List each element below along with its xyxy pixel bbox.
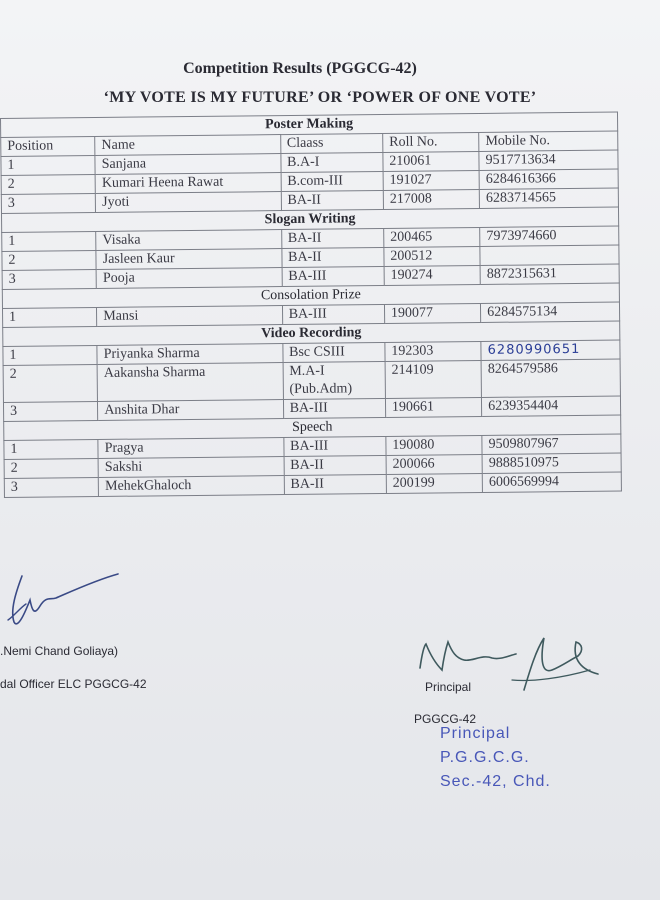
cell-mobile-no: 6239354404 (482, 396, 621, 416)
section-title-speech: Speech (4, 415, 621, 440)
cell-mobile-no: 7973974660 (480, 226, 619, 246)
cell-class: BA-III (282, 266, 385, 286)
cell-mobile-no: 6284616366 (479, 169, 618, 189)
cell-name: Visaka (96, 230, 282, 251)
cell-roll-no: 210061 (383, 151, 479, 171)
principal-college-label: PGGCG-42 (414, 712, 477, 726)
cell-position: 2 (3, 364, 98, 402)
cell-roll-no: 214109 (385, 360, 482, 398)
cell-class: BA-II (281, 228, 384, 248)
cell-position: 3 (4, 477, 98, 497)
cell-position: 3 (1, 194, 95, 214)
cell-class: BA-II (281, 190, 384, 210)
nodal-officer-designation: dal Officer ELC PGGCG-42 (0, 677, 147, 691)
principal-label: Principal (425, 680, 472, 694)
results-table-body (1, 112, 622, 497)
cell-name: Pooja (96, 268, 282, 289)
cell-name: Mansi (97, 306, 283, 327)
results-table (0, 112, 622, 498)
cell-mobile-no: 9888510975 (482, 453, 621, 473)
cell-position: 1 (4, 439, 98, 459)
cell-roll-no: 190077 (384, 303, 480, 323)
section-title-slogan-writing: Slogan Writing (2, 207, 619, 232)
section-title-consolation-prize: Consolation Prize (2, 283, 619, 308)
cell-class: BA-III (283, 436, 386, 456)
cell-position: 1 (3, 345, 97, 365)
cell-position: 1 (1, 156, 95, 176)
cell-position: 1 (2, 232, 96, 252)
nodal-officer-signature (0, 570, 130, 640)
cell-class: B.com-III (281, 171, 384, 191)
cell-name: Aakansha Sharma (97, 363, 283, 402)
cell-name: Sakshi (98, 457, 284, 478)
cell-class: Bsc CSIII (282, 342, 385, 362)
section-title-poster-making: Poster Making (1, 112, 618, 137)
cell-name: Sanjana (95, 154, 281, 175)
cell-name: Priyanka Sharma (97, 344, 283, 365)
cell-mobile-no: 6283714565 (479, 188, 618, 208)
cell-roll-no: 200512 (384, 246, 480, 266)
cell-mobile-no (480, 245, 619, 265)
cell-position: 2 (1, 175, 95, 195)
cell-name: Pragya (98, 438, 284, 459)
cell-class: BA-II (284, 474, 387, 494)
cell-roll-no: 191027 (383, 170, 479, 190)
cell-mobile-no: 9509807967 (482, 434, 621, 454)
principal-stamp (440, 722, 551, 794)
cell-roll-no: 190661 (385, 397, 481, 417)
cell-class: M.A-I (Pub.Adm) (283, 361, 386, 399)
cell-name: MehekGhaloch (98, 476, 284, 497)
column-header-roll-no: Roll No. (383, 132, 479, 152)
cell-mobile-no: 6284575134 (481, 302, 620, 322)
column-header-class: Claass (280, 133, 383, 153)
cell-roll-no: 217008 (383, 189, 479, 209)
nodal-officer-name: .Nemi Chand Goliaya) (0, 644, 119, 658)
cell-mobile-no-handwritten: 6280990651 (481, 340, 620, 360)
cell-name: Jasleen Kaur (96, 249, 282, 270)
column-header-mobile-no: Mobile No. (479, 131, 618, 151)
cell-roll-no: 200066 (386, 454, 482, 474)
cell-name: Jyoti (96, 192, 282, 213)
cell-roll-no: 190274 (384, 265, 480, 285)
cell-class: BA-III (283, 398, 386, 418)
cell-position: 3 (2, 269, 96, 289)
document-subtitle: ‘MY VOTE IS MY FUTURE’ OR ‘POWER OF ONE VOTE’ (103, 89, 537, 106)
document-title: Competition Results (PGGCG-42) (183, 60, 417, 77)
cell-mobile-no: 6006569994 (482, 472, 621, 492)
cell-class: B.A-I (280, 152, 383, 172)
cell-position: 2 (2, 251, 96, 271)
cell-roll-no: 190080 (386, 435, 482, 455)
stamp-line-1: Principal (440, 725, 511, 742)
cell-position: 2 (4, 458, 98, 478)
cell-mobile-no: 8264579586 (481, 359, 620, 397)
column-header-name: Name (95, 135, 281, 156)
cell-roll-no: 200199 (386, 473, 482, 493)
cell-roll-no: 192303 (385, 341, 481, 361)
column-header-position: Position (1, 137, 95, 157)
cell-name: Kumari Heena Rawat (95, 173, 281, 194)
cell-position: 1 (2, 307, 96, 327)
cell-position: 3 (3, 401, 97, 421)
cell-name: Anshita Dhar (98, 400, 284, 421)
table-row (3, 359, 620, 402)
stamp-line-2: P.G.G.C.G. (440, 749, 530, 766)
cell-mobile-no: 8872315631 (480, 264, 619, 284)
cell-mobile-no: 9517713634 (479, 150, 618, 170)
cell-roll-no: 200465 (384, 227, 480, 247)
section-title-video-recording: Video Recording (3, 321, 620, 346)
cell-class: BA-III (282, 304, 385, 324)
stamp-line-3: Sec.-42, Chd. (440, 773, 551, 790)
cell-class: BA-II (281, 247, 384, 267)
cell-class: BA-II (284, 455, 387, 475)
